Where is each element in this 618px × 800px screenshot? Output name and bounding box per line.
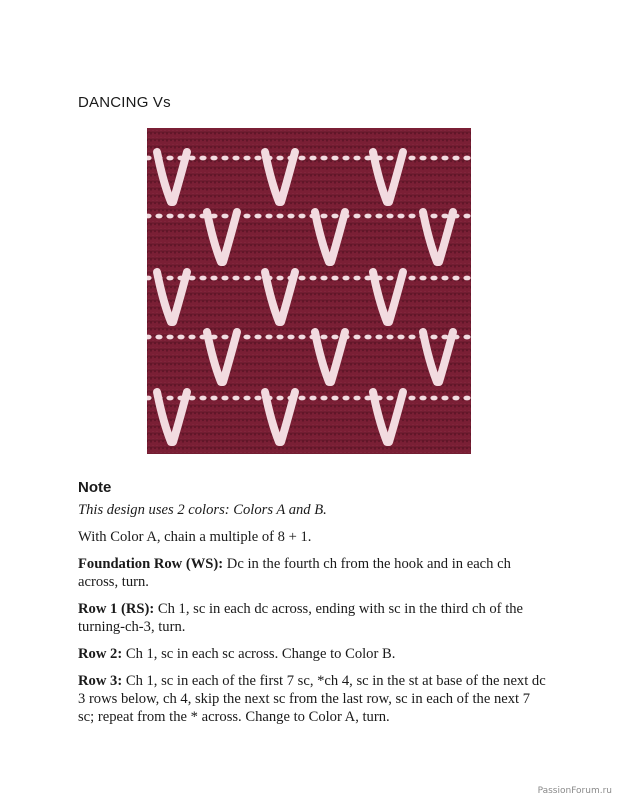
row-label: Foundation Row (WS): [78,556,224,572]
stripe-stitch [331,276,338,281]
stripe-stitch [276,335,283,340]
note-heading: Note [78,479,112,496]
instructions [78,501,548,735]
stripe-stitch [298,156,305,161]
stripe-stitch [364,214,371,219]
stripe-stitch [243,335,250,340]
chain-note: With Color A, chain a multiple of 8 + 1. [78,529,312,545]
stripe-stitch [243,156,250,161]
stripe-stitch [221,396,228,401]
row-instruction [78,555,548,591]
stripe-stitch [320,156,327,161]
stripe-stitch [309,156,316,161]
stripe-stitch [452,396,459,401]
stripe-stitch [452,156,459,161]
stripe-stitch [441,276,448,281]
stripe-stitch [331,396,338,401]
stripe-stitch [221,156,228,161]
stripe-stitch [419,396,426,401]
stripe-stitch [309,276,316,281]
stripe-stitch [298,276,305,281]
stripe-stitch [166,214,173,219]
stripe-stitch [166,335,173,340]
stripe-stitch [243,396,250,401]
stripe-stitch [232,156,239,161]
stripe-stitch [353,276,360,281]
stripe-stitch [199,276,206,281]
row-text: Ch 1, sc in each sc across. Change to Color B. [122,646,396,662]
row-label: Row 1 (RS): [78,601,155,617]
stripe-stitch [353,396,360,401]
stripe-stitch [375,214,382,219]
stripe-stitch [408,335,415,340]
crochet-swatch-image [147,128,471,454]
stripe-stitch [430,214,437,219]
stripe-stitch [166,396,173,401]
stripe-stitch [199,396,206,401]
stripe-stitch [243,214,250,219]
stripe-stitch [265,335,272,340]
stripe-stitch [221,335,228,340]
stripe-stitch [166,276,173,281]
row-label: Row 2: [78,646,123,662]
stripe-stitch [276,156,283,161]
stripe-stitch [254,396,261,401]
stripe-stitch [430,396,437,401]
stripe-stitch [331,156,338,161]
row-text: Ch 1, sc in each dc across, ending with sc in the third ch of the turning-ch-3, turn. [78,601,524,635]
stripe-stitch [463,276,470,281]
stripe-stitch [408,214,415,219]
colors-note: This design uses 2 colors: Colors A and B. [78,502,327,518]
stripe-stitch [408,156,415,161]
stripe-stitch [265,214,272,219]
row-instruction [78,645,548,663]
stripe-stitch [254,335,261,340]
row-text: Dc in the fourth ch from the hook and in each ch across, turn. [78,556,511,590]
stripe-stitch [320,214,327,219]
stripe-stitch [463,396,470,401]
stripe-stitch [375,335,382,340]
stripe-stitch [199,156,206,161]
stripe-stitch [441,156,448,161]
row-instruction [78,672,548,726]
stripe-stitch [276,276,283,281]
stripe-stitch [221,276,228,281]
stripe-stitch [430,276,437,281]
stripe-stitch [243,276,250,281]
stripe-stitch [276,396,283,401]
stripe-stitch [386,276,393,281]
stripe-stitch [276,214,283,219]
stripe-stitch [221,214,228,219]
stripe-stitch [342,156,349,161]
stripe-stitch [430,156,437,161]
stripe-stitch [386,156,393,161]
stripe-stitch [320,396,327,401]
stripe-stitch [386,335,393,340]
stripe-stitch [386,214,393,219]
stripe-stitch [320,276,327,281]
watermark: PassionForum.ru [537,786,612,796]
stripe-stitch [210,276,217,281]
stripe-stitch [155,214,162,219]
pattern-title: DANCING Vs [78,94,171,111]
stripe-stitch [397,214,404,219]
stripe-stitch [353,335,360,340]
stripe-stitch [419,156,426,161]
row-label: Row 3: [78,673,123,689]
stripe-stitch [386,396,393,401]
row-text: Ch 1, sc in each of the first 7 sc, *ch 4, sc in the st at base of the next dc 3 rows below, ch 4, skip the next sc from the last row, sc in each of the next 7 sc; repeat from the * across. Change to Color A, turn. [78,673,546,725]
stripe-stitch [397,335,404,340]
stripe-stitch [177,335,184,340]
stripe-stitch [287,214,294,219]
stripe-stitch [441,396,448,401]
stripe-stitch [298,335,305,340]
stripe-stitch [463,214,470,219]
row-instruction [78,600,548,636]
stripe-stitch [408,276,415,281]
stripe-stitch [364,335,371,340]
stripe-stitch [254,156,261,161]
stripe-stitch [342,276,349,281]
stripe-stitch [463,156,470,161]
stripe-stitch [342,396,349,401]
stripe-stitch [298,396,305,401]
stripe-stitch [188,335,195,340]
stripe-stitch [320,335,327,340]
stripe-stitch [254,276,261,281]
stripe-stitch [210,156,217,161]
stripe-stitch [254,214,261,219]
stripe-stitch [463,335,470,340]
stripe-stitch [177,214,184,219]
stripe-stitch [188,214,195,219]
stripe-stitch [430,335,437,340]
stripe-stitch [309,396,316,401]
stripe-stitch [452,276,459,281]
stripe-stitch [353,214,360,219]
stripe-stitch [298,214,305,219]
stripe-stitch [331,335,338,340]
stripe-stitch [232,396,239,401]
stripe-stitch [419,276,426,281]
stripe-stitch [287,335,294,340]
stripe-stitch [155,335,162,340]
stripe-stitch [232,276,239,281]
stripe-stitch [210,396,217,401]
stripe-stitch [166,156,173,161]
stripe-stitch [331,214,338,219]
stripe-stitch [408,396,415,401]
stripe-stitch [353,156,360,161]
